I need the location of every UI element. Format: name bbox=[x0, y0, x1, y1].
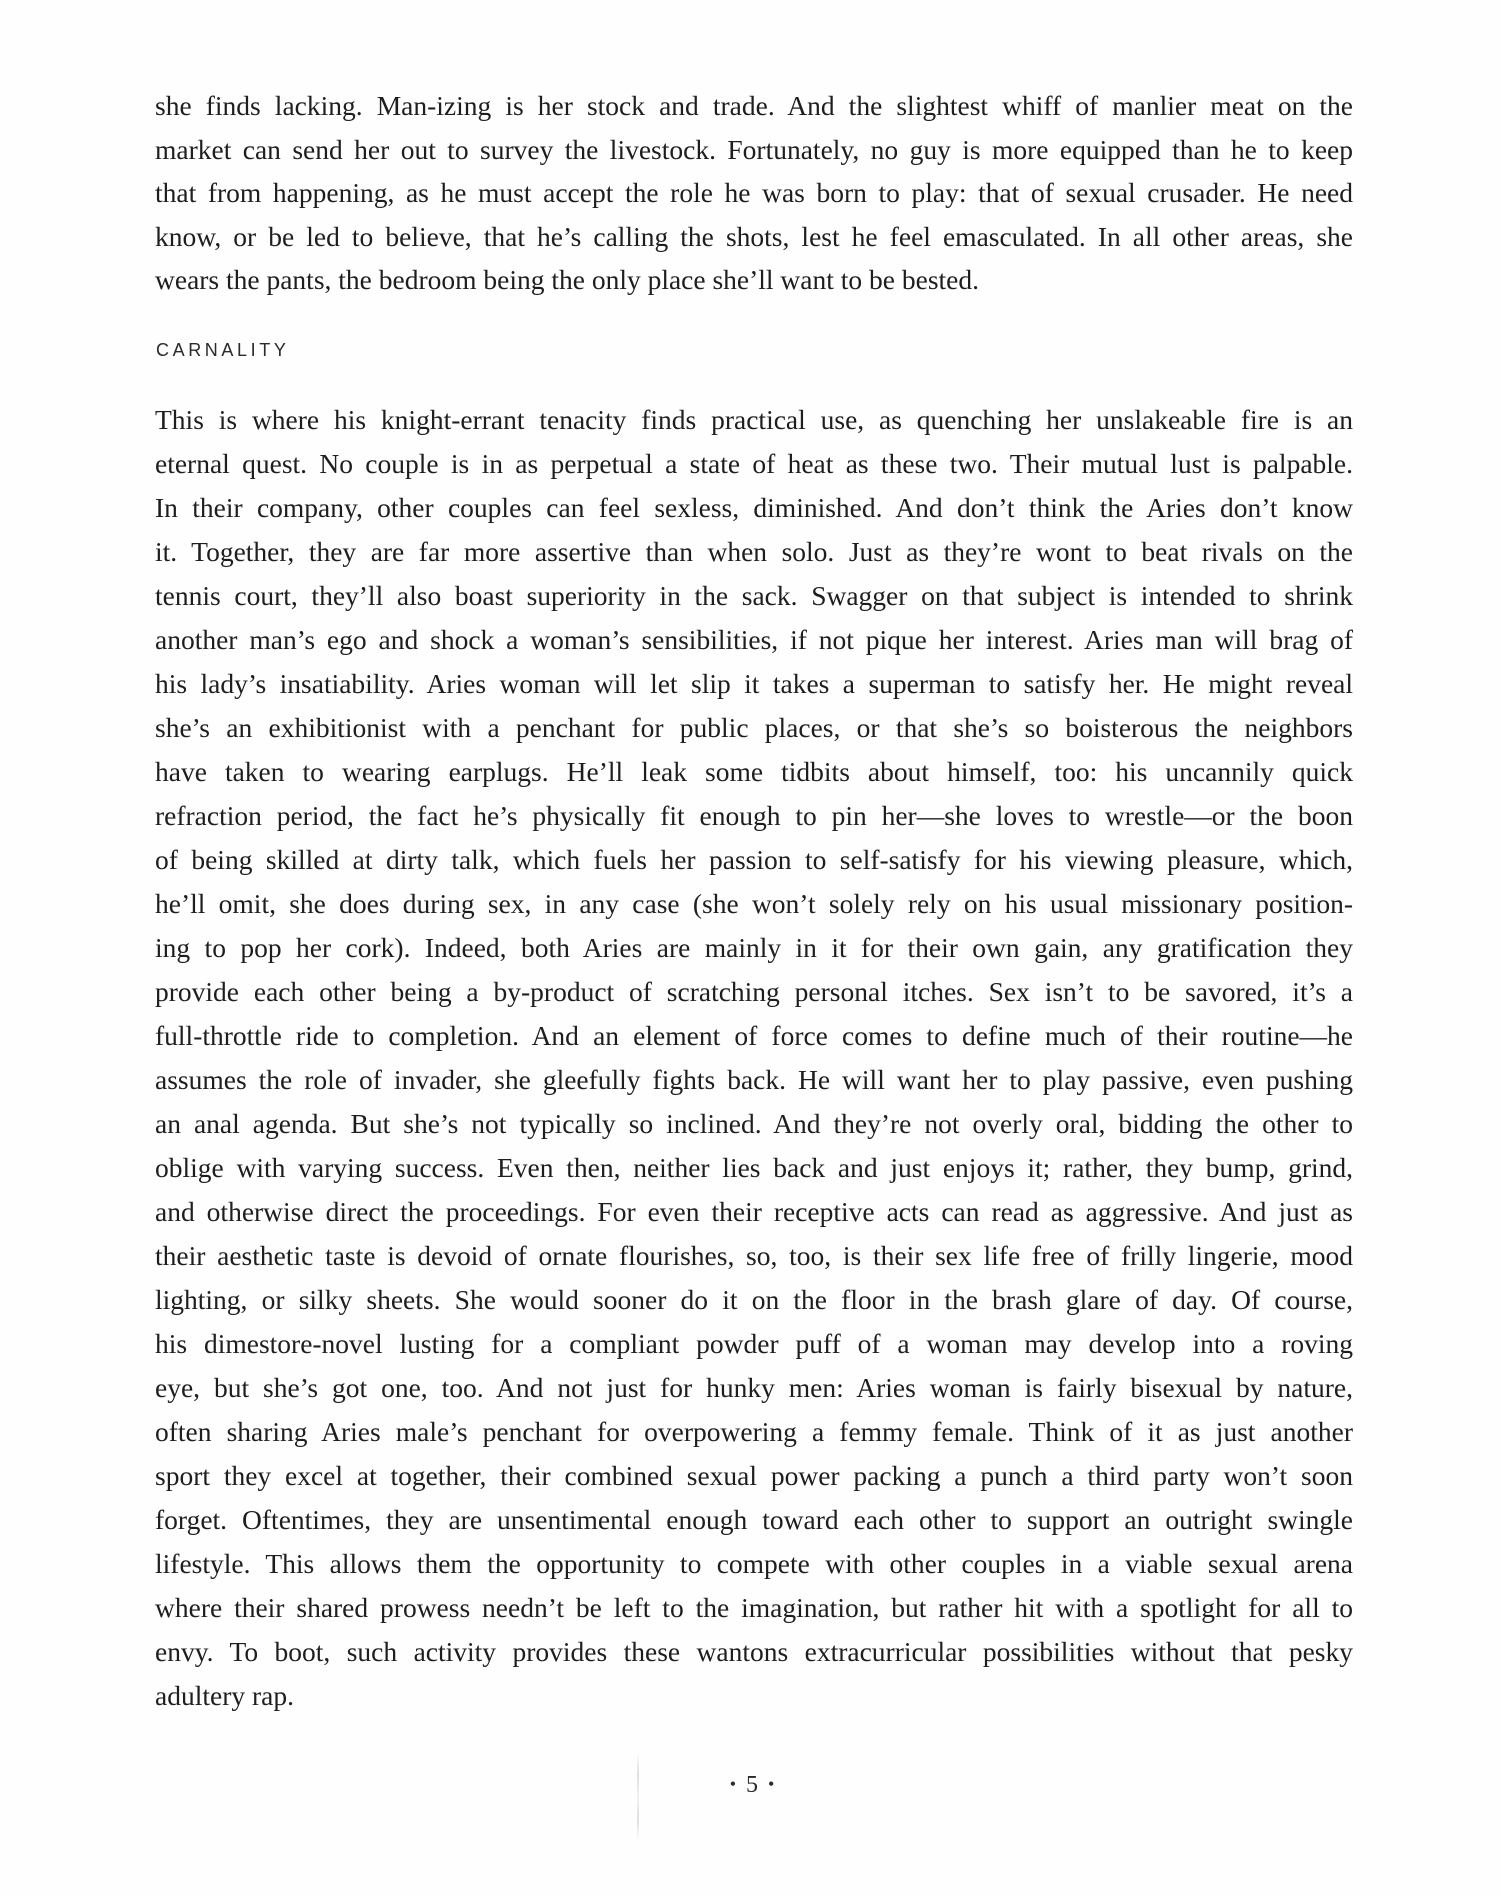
text-line: eternal quest. No couple is in as perpetual a state of heat as these two. Their mutual lust is palpable. bbox=[155, 448, 1353, 479]
text-line: often sharing Aries male’s penchant for overpowering a femmy female. Think of it as just another bbox=[155, 1416, 1353, 1447]
text-line: it. Together, they are far more assertive than when solo. Just as they’re wont to beat rivals on the bbox=[155, 536, 1353, 567]
text-line: lifestyle. This allows them the opportunity to compete with other couples in a viable sexual arena bbox=[155, 1548, 1353, 1579]
text-line: have taken to wearing earplugs. He’ll leak some tidbits about himself, too: his uncannily quick bbox=[155, 756, 1353, 787]
text-line: In their company, other couples can feel sexless, diminished. And don’t think the Aries don’t know bbox=[155, 492, 1353, 523]
page-number: 5 bbox=[746, 1772, 758, 1798]
text-line: envy. To boot, such activity provides these wantons extracurricular possibilities without that pesky bbox=[155, 1636, 1353, 1667]
text-line: tennis court, they’ll also boast superiority in the sack. Swagger on that subject is intended to shrink bbox=[155, 580, 1353, 611]
text-line: that from happening, as he must accept the role he was born to play: that of sexual crusader. He need bbox=[155, 177, 1353, 209]
text-line: she finds lacking. Man-izing is her stock and trade. And the slightest whiff of manlier meat on the bbox=[155, 90, 1353, 121]
text-line: where their shared prowess needn’t be left to the imagination, but rather hit with a spotlight for all to bbox=[155, 1592, 1353, 1623]
text-line: full-throttle ride to completion. And an element of force comes to define much of their routine—he bbox=[155, 1020, 1353, 1051]
text-line: provide each other being a by-product of scratching personal itches. Sex isn’t to be savored, it’s a bbox=[155, 976, 1353, 1007]
text-line: This is where his knight-errant tenacity finds practical use, as quenching her unslakeable fire is an bbox=[155, 404, 1353, 435]
text-line: an anal agenda. But she’s not typically so inclined. And they’re not overly oral, bidding the other to bbox=[155, 1108, 1353, 1139]
text-line: their aesthetic taste is devoid of ornate flourishes, so, too, is their sex life free of frilly lingerie, mood bbox=[155, 1240, 1353, 1271]
text-line: another man’s ego and shock a woman’s sensibilities, if not pique her interest. Aries man will brag of bbox=[155, 624, 1353, 655]
text-line: adultery rap. bbox=[155, 1680, 294, 1711]
carnality-paragraph bbox=[155, 398, 1353, 1718]
text-line: forget. Oftentimes, they are unsentimental enough toward each other to support an outright swingle bbox=[155, 1504, 1353, 1535]
page-number-footer bbox=[700, 1772, 804, 1799]
right-ornament-dot: • bbox=[768, 1774, 775, 1794]
text-line: market can send her out to survey the livestock. Fortunately, no guy is more equipped than he to keep bbox=[155, 133, 1353, 165]
text-line: his dimestore-novel lusting for a compliant powder puff of a woman may develop into a roving bbox=[155, 1328, 1353, 1359]
text-line: oblige with varying success. Even then, neither lies back and just enjoys it; rather, they bump, grind, bbox=[155, 1152, 1353, 1183]
continued-paragraph bbox=[155, 84, 1353, 302]
text-line: his lady’s insatiability. Aries woman will let slip it takes a superman to satisfy her. He might reveal bbox=[155, 668, 1353, 699]
text-line: lighting, or silky sheets. She would sooner do it on the floor in the brash glare of day. Of course, bbox=[155, 1284, 1353, 1315]
text-line: eye, but she’s got one, too. And not just for hunky men: Aries woman is fairly bisexual by nature, bbox=[155, 1372, 1353, 1403]
scan-artifact-line bbox=[637, 1752, 639, 1842]
text-line: assumes the role of invader, she gleefully fights back. He will want her to play passive, even pushing bbox=[155, 1064, 1353, 1095]
text-line: refraction period, the fact he’s physically fit enough to pin her—she loves to wrestle—or the boon bbox=[155, 800, 1353, 831]
text-line: he’ll omit, she does during sex, in any case (she won’t solely rely on his usual missionary position- bbox=[155, 888, 1353, 919]
left-ornament-dot: • bbox=[729, 1774, 736, 1794]
section-heading: CARNALITY bbox=[156, 340, 290, 360]
text-line: she’s an exhibitionist with a penchant for public places, or that she’s so boisterous the neighbors bbox=[155, 712, 1353, 743]
text-line: of being skilled at dirty talk, which fuels her passion to self-satisfy for his viewing pleasure, which, bbox=[155, 844, 1353, 875]
text-line: ing to pop her cork). Indeed, both Aries are mainly in it for their own gain, any gratification they bbox=[155, 932, 1353, 963]
text-line: wears the pants, the bedroom being the only place she’ll want to be bested. bbox=[155, 264, 979, 296]
text-line: and otherwise direct the proceedings. For even their receptive acts can read as aggressive. And just as bbox=[155, 1196, 1353, 1227]
text-line: sport they excel at together, their combined sexual power packing a punch a third party won’t soon bbox=[155, 1460, 1353, 1491]
text-line: know, or be led to believe, that he’s calling the shots, lest he feel emasculated. In all other areas, she bbox=[155, 220, 1353, 252]
